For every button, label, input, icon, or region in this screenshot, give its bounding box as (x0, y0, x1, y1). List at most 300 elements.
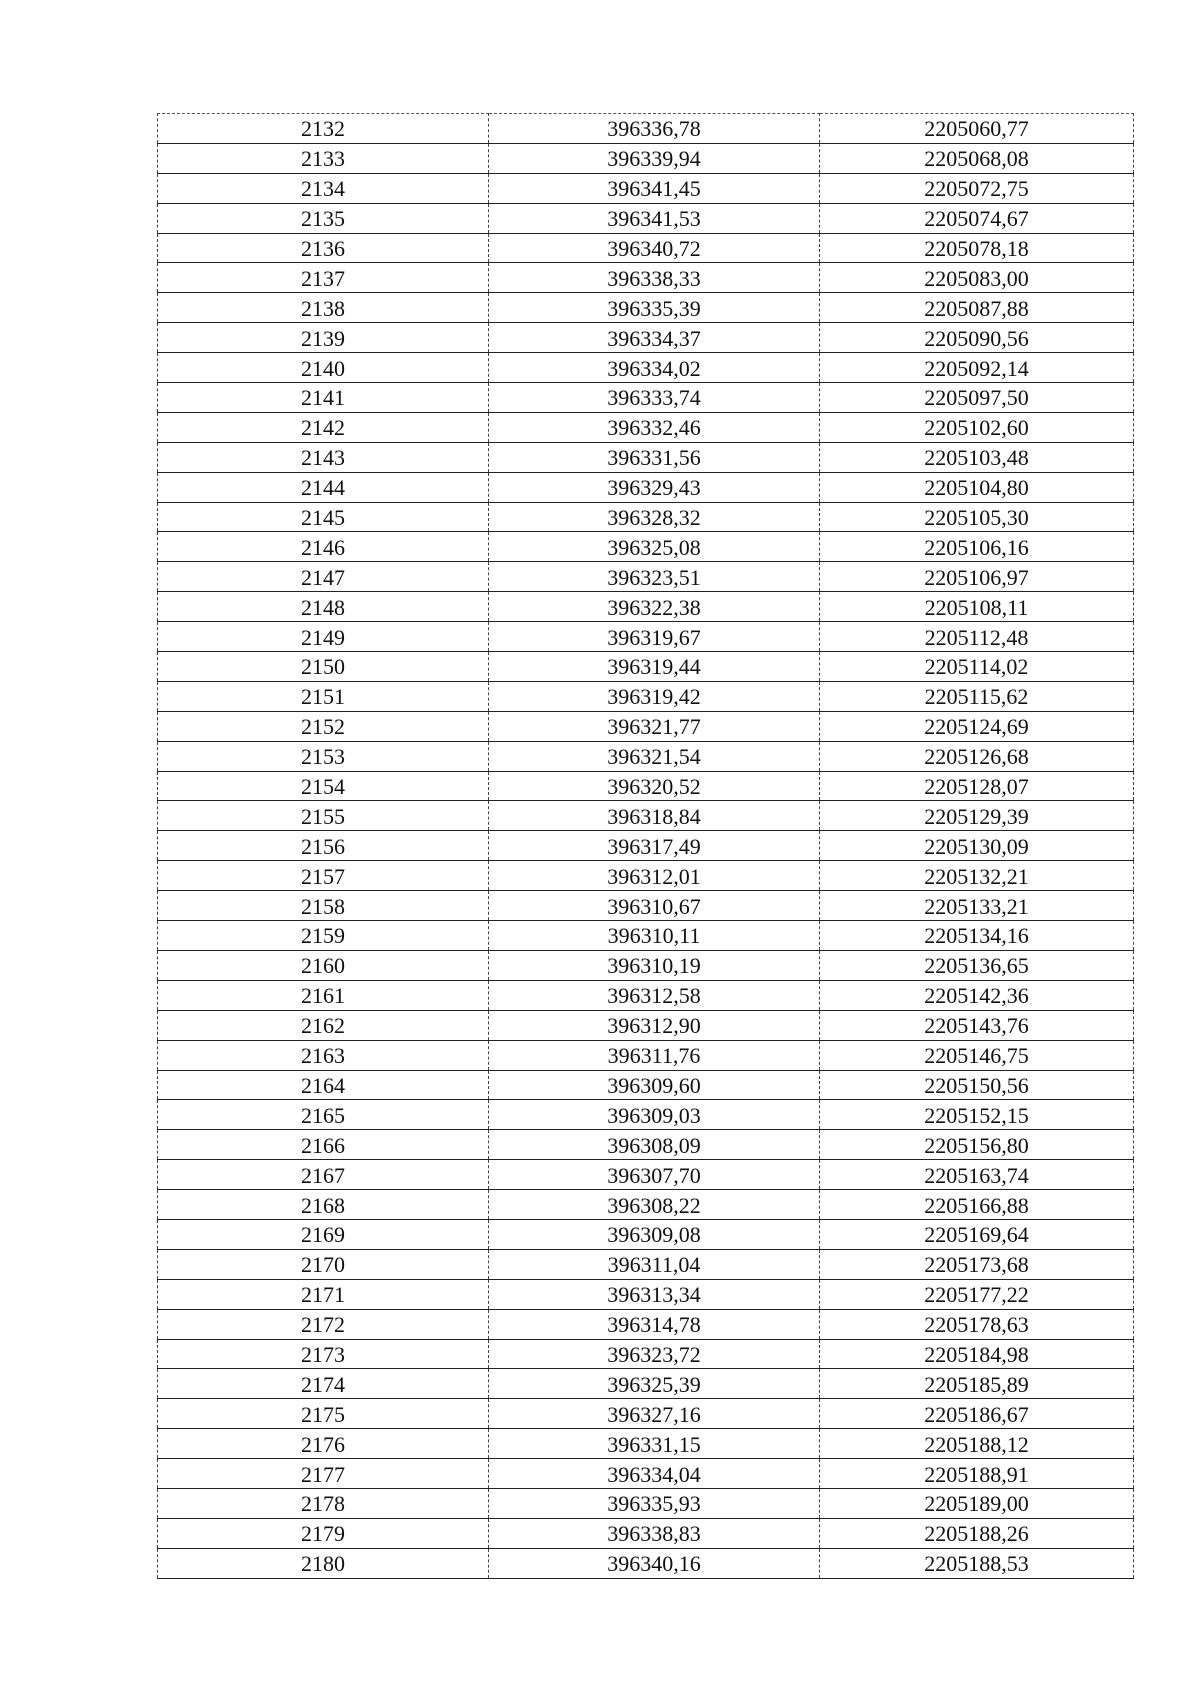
point-number-cell (158, 1339, 489, 1369)
cell-text: 2173 (301, 1341, 345, 1367)
cell-text: 396321,54 (607, 744, 701, 770)
cell-text: 2205152,15 (924, 1102, 1029, 1128)
cell-text: 2132 (301, 116, 345, 142)
point-number-cell (158, 592, 489, 622)
cell-text: 396331,15 (607, 1431, 701, 1457)
x-coordinate-cell (489, 412, 820, 442)
y-coordinate-cell (820, 1339, 1134, 1369)
cell-text: 396338,83 (607, 1521, 701, 1547)
table-row (158, 412, 1134, 442)
table-row (158, 383, 1134, 413)
table-row (158, 1369, 1134, 1399)
x-coordinate-cell (489, 950, 820, 980)
cell-text: 2152 (301, 714, 345, 740)
cell-text: 2205068,08 (924, 146, 1029, 172)
cell-text: 396327,16 (607, 1401, 701, 1427)
cell-text: 396325,39 (607, 1371, 701, 1397)
cell-text: 396309,60 (607, 1072, 701, 1098)
point-number-cell (158, 1070, 489, 1100)
cell-text: 396314,78 (607, 1312, 701, 1338)
y-coordinate-cell (820, 1429, 1134, 1459)
cell-text: 396323,72 (607, 1341, 701, 1367)
cell-text: 396312,01 (607, 863, 701, 889)
cell-text: 2205124,69 (924, 714, 1029, 740)
cell-text: 396311,76 (607, 1043, 701, 1069)
x-coordinate-cell (489, 203, 820, 233)
table-row (158, 1339, 1134, 1369)
cell-text: 2151 (301, 684, 345, 710)
cell-text: 2205177,22 (924, 1282, 1029, 1308)
table-row (158, 891, 1134, 921)
x-coordinate-cell (489, 1339, 820, 1369)
cell-text: 396319,42 (607, 684, 701, 710)
y-coordinate-cell (820, 562, 1134, 592)
point-number-cell (158, 891, 489, 921)
cell-text: 2135 (301, 206, 345, 232)
cell-text: 2161 (301, 983, 345, 1009)
cell-text: 2205146,75 (924, 1043, 1029, 1069)
cell-text: 2149 (301, 624, 345, 650)
cell-text: 396309,03 (607, 1102, 701, 1128)
y-coordinate-cell (820, 472, 1134, 502)
cell-text: 2205132,21 (924, 863, 1029, 889)
cell-text: 2148 (301, 594, 345, 620)
cell-text: 2157 (301, 863, 345, 889)
table-row (158, 114, 1134, 144)
x-coordinate-cell (489, 1249, 820, 1279)
y-coordinate-cell (820, 1040, 1134, 1070)
x-coordinate-cell (489, 173, 820, 203)
point-number-cell (158, 1249, 489, 1279)
cell-text: 2205188,91 (924, 1461, 1029, 1487)
point-number-cell (158, 980, 489, 1010)
y-coordinate-cell (820, 741, 1134, 771)
cell-text: 2205090,56 (924, 325, 1029, 351)
point-number-cell (158, 263, 489, 293)
cell-text: 396334,37 (607, 325, 701, 351)
cell-text: 2145 (301, 505, 345, 531)
x-coordinate-cell (489, 1429, 820, 1459)
cell-text: 2205186,67 (924, 1401, 1029, 1427)
cell-text: 2205163,74 (924, 1162, 1029, 1188)
cell-text: 2168 (301, 1192, 345, 1218)
cell-text: 396335,93 (607, 1491, 701, 1517)
table-row (158, 1249, 1134, 1279)
y-coordinate-cell (820, 1190, 1134, 1220)
cell-text: 396321,77 (607, 714, 701, 740)
cell-text: 2163 (301, 1043, 345, 1069)
cell-text: 2205143,76 (924, 1013, 1029, 1039)
cell-text: 396340,16 (607, 1551, 701, 1577)
table-row (158, 1190, 1134, 1220)
x-coordinate-cell (489, 711, 820, 741)
cell-text: 396335,39 (607, 295, 701, 321)
cell-text: 2171 (301, 1282, 345, 1308)
x-coordinate-cell (489, 1160, 820, 1190)
x-coordinate-cell (489, 1130, 820, 1160)
y-coordinate-cell (820, 681, 1134, 711)
point-number-cell (158, 233, 489, 263)
x-coordinate-cell (489, 1309, 820, 1339)
cell-text: 2205097,50 (924, 385, 1029, 411)
point-number-cell (158, 143, 489, 173)
cell-text: 396311,04 (607, 1252, 701, 1278)
y-coordinate-cell (820, 263, 1134, 293)
cell-text: 2205108,11 (924, 594, 1029, 620)
point-number-cell (158, 114, 489, 144)
table-row (158, 1548, 1134, 1578)
cell-text: 2133 (301, 146, 345, 172)
x-coordinate-cell (489, 1070, 820, 1100)
cell-text: 2153 (301, 744, 345, 770)
cell-text: 396317,49 (607, 833, 701, 859)
table-row (158, 562, 1134, 592)
table-row (158, 622, 1134, 652)
table-row (158, 293, 1134, 323)
cell-text: 2205169,64 (924, 1222, 1029, 1248)
cell-text: 2155 (301, 803, 345, 829)
cell-text: 396339,94 (607, 146, 701, 172)
cell-text: 2205184,98 (924, 1341, 1029, 1367)
y-coordinate-cell (820, 950, 1134, 980)
cell-text: 2205189,00 (924, 1491, 1029, 1517)
y-coordinate-cell (820, 383, 1134, 413)
x-coordinate-cell (489, 681, 820, 711)
y-coordinate-cell (820, 1309, 1134, 1339)
cell-text: 2142 (301, 415, 345, 441)
point-number-cell (158, 1160, 489, 1190)
cell-text: 2205166,88 (924, 1192, 1029, 1218)
table-row (158, 263, 1134, 293)
x-coordinate-cell (489, 1518, 820, 1548)
cell-text: 2158 (301, 893, 345, 919)
point-number-cell (158, 173, 489, 203)
cell-text: 2205126,68 (924, 744, 1029, 770)
y-coordinate-cell (820, 114, 1134, 144)
cell-text: 2205102,60 (924, 415, 1029, 441)
cell-text: 2205185,89 (924, 1371, 1029, 1397)
point-number-cell (158, 861, 489, 891)
y-coordinate-cell (820, 592, 1134, 622)
y-coordinate-cell (820, 622, 1134, 652)
point-number-cell (158, 1279, 489, 1309)
cell-text: 2205188,53 (924, 1551, 1029, 1577)
x-coordinate-cell (489, 622, 820, 652)
cell-text: 2141 (301, 385, 345, 411)
y-coordinate-cell (820, 711, 1134, 741)
x-coordinate-cell (489, 1399, 820, 1429)
x-coordinate-cell (489, 921, 820, 951)
cell-text: 2205087,88 (924, 295, 1029, 321)
point-number-cell (158, 771, 489, 801)
point-number-cell (158, 1010, 489, 1040)
coordinates-table-body (158, 114, 1134, 1579)
cell-text: 396310,67 (607, 893, 701, 919)
y-coordinate-cell (820, 891, 1134, 921)
cell-text: 2138 (301, 295, 345, 321)
cell-text: 396310,19 (607, 953, 701, 979)
y-coordinate-cell (820, 921, 1134, 951)
point-number-cell (158, 1488, 489, 1518)
table-row (158, 1219, 1134, 1249)
cell-text: 396331,56 (607, 445, 701, 471)
y-coordinate-cell (820, 1130, 1134, 1160)
y-coordinate-cell (820, 412, 1134, 442)
table-row (158, 741, 1134, 771)
cell-text: 396319,67 (607, 624, 701, 650)
y-coordinate-cell (820, 801, 1134, 831)
cell-text: 2205106,16 (924, 534, 1029, 560)
cell-text: 396329,43 (607, 475, 701, 501)
cell-text: 2205129,39 (924, 803, 1029, 829)
x-coordinate-cell (489, 293, 820, 323)
x-coordinate-cell (489, 980, 820, 1010)
y-coordinate-cell (820, 1279, 1134, 1309)
table-row (158, 323, 1134, 353)
table-row (158, 711, 1134, 741)
cell-text: 396309,08 (607, 1222, 701, 1248)
cell-text: 2176 (301, 1431, 345, 1457)
y-coordinate-cell (820, 293, 1134, 323)
cell-text: 396334,04 (607, 1461, 701, 1487)
y-coordinate-cell (820, 1100, 1134, 1130)
cell-text: 2205105,30 (924, 505, 1029, 531)
cell-text: 2156 (301, 833, 345, 859)
x-coordinate-cell (489, 1010, 820, 1040)
cell-text: 2205156,80 (924, 1132, 1029, 1158)
cell-text: 396332,46 (607, 415, 701, 441)
x-coordinate-cell (489, 592, 820, 622)
x-coordinate-cell (489, 891, 820, 921)
cell-text: 396341,45 (607, 176, 701, 202)
cell-text: 2205133,21 (924, 893, 1029, 919)
table-row (158, 143, 1134, 173)
cell-text: 2137 (301, 265, 345, 291)
cell-text: 396322,38 (607, 594, 701, 620)
table-row (158, 233, 1134, 263)
point-number-cell (158, 1309, 489, 1339)
cell-text: 2177 (301, 1461, 345, 1487)
cell-text: 396313,34 (607, 1282, 701, 1308)
point-number-cell (158, 532, 489, 562)
cell-text: 2166 (301, 1132, 345, 1158)
point-number-cell (158, 801, 489, 831)
x-coordinate-cell (489, 442, 820, 472)
y-coordinate-cell (820, 1459, 1134, 1489)
x-coordinate-cell (489, 532, 820, 562)
y-coordinate-cell (820, 353, 1134, 383)
cell-text: 2144 (301, 475, 345, 501)
table-row (158, 502, 1134, 532)
point-number-cell (158, 652, 489, 682)
table-row (158, 681, 1134, 711)
x-coordinate-cell (489, 143, 820, 173)
point-number-cell (158, 831, 489, 861)
point-number-cell (158, 442, 489, 472)
y-coordinate-cell (820, 1070, 1134, 1100)
cell-text: 2180 (301, 1551, 345, 1577)
point-number-cell (158, 323, 489, 353)
table-row (158, 472, 1134, 502)
table-row (158, 532, 1134, 562)
point-number-cell (158, 1429, 489, 1459)
cell-text: 2205074,67 (924, 206, 1029, 232)
cell-text: 2147 (301, 564, 345, 590)
x-coordinate-cell (489, 1279, 820, 1309)
y-coordinate-cell (820, 173, 1134, 203)
cell-text: 2170 (301, 1252, 345, 1278)
y-coordinate-cell (820, 442, 1134, 472)
cell-text: 396334,02 (607, 355, 701, 381)
cell-text: 396333,74 (607, 385, 701, 411)
cell-text: 2164 (301, 1072, 345, 1098)
cell-text: 2140 (301, 355, 345, 381)
cell-text: 2205188,12 (924, 1431, 1029, 1457)
cell-text: 2162 (301, 1013, 345, 1039)
x-coordinate-cell (489, 1369, 820, 1399)
cell-text: 396310,11 (607, 923, 701, 949)
y-coordinate-cell (820, 1518, 1134, 1548)
cell-text: 2172 (301, 1312, 345, 1338)
x-coordinate-cell (489, 831, 820, 861)
cell-text: 2205078,18 (924, 236, 1029, 261)
table-row (158, 950, 1134, 980)
point-number-cell (158, 741, 489, 771)
cell-text: 2205115,62 (924, 684, 1029, 710)
cell-text: 2160 (301, 953, 345, 979)
point-number-cell (158, 1100, 489, 1130)
cell-text: 396319,44 (607, 654, 701, 680)
x-coordinate-cell (489, 771, 820, 801)
cell-text: 2175 (301, 1401, 345, 1427)
cell-text: 2205128,07 (924, 774, 1029, 800)
table-row (158, 861, 1134, 891)
x-coordinate-cell (489, 801, 820, 831)
y-coordinate-cell (820, 203, 1134, 233)
y-coordinate-cell (820, 652, 1134, 682)
point-number-cell (158, 1459, 489, 1489)
cell-text: 2205106,97 (924, 564, 1029, 590)
point-number-cell (158, 1130, 489, 1160)
x-coordinate-cell (489, 652, 820, 682)
point-number-cell (158, 921, 489, 951)
x-coordinate-cell (489, 383, 820, 413)
y-coordinate-cell (820, 1010, 1134, 1040)
cell-text: 2159 (301, 923, 345, 949)
point-number-cell (158, 950, 489, 980)
cell-text: 2205114,02 (924, 654, 1029, 680)
cell-text: 2205083,00 (924, 265, 1029, 291)
y-coordinate-cell (820, 1160, 1134, 1190)
table-row (158, 921, 1134, 951)
cell-text: 2205188,26 (924, 1521, 1029, 1547)
table-row (158, 353, 1134, 383)
point-number-cell (158, 711, 489, 741)
x-coordinate-cell (489, 472, 820, 502)
x-coordinate-cell (489, 263, 820, 293)
cell-text: 396320,52 (607, 774, 701, 800)
y-coordinate-cell (820, 980, 1134, 1010)
table-row (158, 1070, 1134, 1100)
y-coordinate-cell (820, 1249, 1134, 1279)
x-coordinate-cell (489, 1488, 820, 1518)
point-number-cell (158, 383, 489, 413)
table-row (158, 1309, 1134, 1339)
point-number-cell (158, 353, 489, 383)
x-coordinate-cell (489, 323, 820, 353)
cell-text: 2205060,77 (924, 116, 1029, 142)
cell-text: 2146 (301, 534, 345, 560)
point-number-cell (158, 1219, 489, 1249)
table-row (158, 1518, 1134, 1548)
x-coordinate-cell (489, 1219, 820, 1249)
cell-text: 2139 (301, 325, 345, 351)
cell-text: 396328,32 (607, 505, 701, 531)
point-number-cell (158, 562, 489, 592)
cell-text: 2169 (301, 1222, 345, 1248)
cell-text: 2205178,63 (924, 1312, 1029, 1338)
point-number-cell (158, 1369, 489, 1399)
table-row (158, 1130, 1134, 1160)
cell-text: 2205104,80 (924, 475, 1029, 501)
cell-text: 2165 (301, 1102, 345, 1128)
table-row (158, 652, 1134, 682)
table-row (158, 831, 1134, 861)
x-coordinate-cell (489, 1040, 820, 1070)
point-number-cell (158, 1190, 489, 1220)
cell-text: 2205092,14 (924, 355, 1029, 381)
cell-text: 396312,90 (607, 1013, 701, 1039)
cell-text: 396308,22 (607, 1192, 701, 1218)
cell-text: 2205142,36 (924, 983, 1029, 1009)
cell-text: 2205136,65 (924, 953, 1029, 979)
table-row (158, 203, 1134, 233)
table-row (158, 592, 1134, 622)
y-coordinate-cell (820, 502, 1134, 532)
table-row (158, 1399, 1134, 1429)
cell-text: 396341,53 (607, 206, 701, 232)
y-coordinate-cell (820, 831, 1134, 861)
table-row (158, 801, 1134, 831)
y-coordinate-cell (820, 532, 1134, 562)
point-number-cell (158, 1548, 489, 1578)
table-row (158, 1100, 1134, 1130)
y-coordinate-cell (820, 143, 1134, 173)
table-row (158, 1160, 1134, 1190)
table-row (158, 442, 1134, 472)
table-row (158, 1279, 1134, 1309)
point-number-cell (158, 412, 489, 442)
cell-text: 2205130,09 (924, 833, 1029, 859)
y-coordinate-cell (820, 1369, 1134, 1399)
point-number-cell (158, 472, 489, 502)
point-number-cell (158, 681, 489, 711)
cell-text: 2205103,48 (924, 445, 1029, 471)
coordinates-table (157, 113, 1134, 1579)
x-coordinate-cell (489, 502, 820, 532)
cell-text: 396336,78 (607, 116, 701, 142)
y-coordinate-cell (820, 1488, 1134, 1518)
point-number-cell (158, 1518, 489, 1548)
cell-text: 2205072,75 (924, 176, 1029, 202)
y-coordinate-cell (820, 1219, 1134, 1249)
cell-text: 2179 (301, 1521, 345, 1547)
table-row (158, 980, 1134, 1010)
cell-text: 396338,33 (607, 265, 701, 291)
cell-text: 2205112,48 (924, 624, 1029, 650)
x-coordinate-cell (489, 562, 820, 592)
table-row (158, 1488, 1134, 1518)
